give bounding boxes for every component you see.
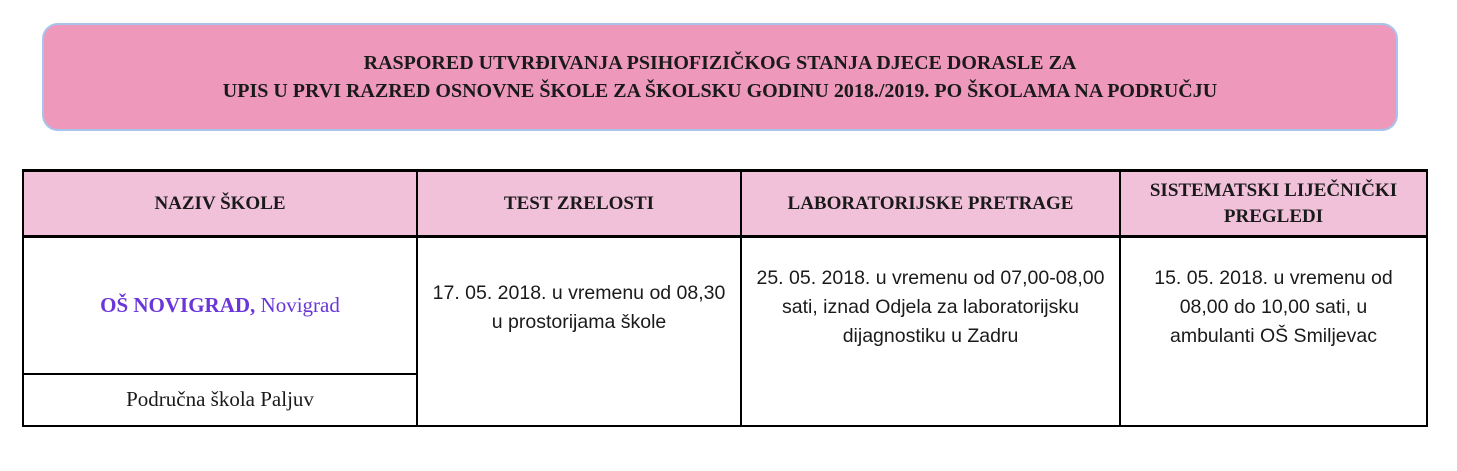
- header-lab: LABORATORIJSKE PRETRAGE: [741, 171, 1120, 237]
- school-place: Novigrad: [260, 292, 340, 317]
- sys-text: 15. 05. 2018. u vremenu od 08,00 do 10,00 sati, u ambulanti OŠ Smiljevac: [1154, 267, 1393, 347]
- header-row: [23, 171, 1427, 237]
- sub-school-cell: Područna škola Paljuv: [23, 374, 417, 426]
- header-school: NAZIV ŠKOLE: [23, 171, 417, 237]
- table-row: [23, 237, 1427, 374]
- school-name: OŠ NOVIGRAD,: [100, 292, 256, 317]
- header-test: TEST ZRELOSTI: [417, 171, 741, 237]
- test-cell: [417, 237, 741, 426]
- title-line-2: UPIS U PRVI RAZRED OSNOVNE ŠKOLE ZA ŠKOLSKU GODINU 2018./2019. PO ŠKOLAMA NA PODRUČJU: [222, 80, 1218, 102]
- school-cell: [23, 237, 417, 374]
- lab-cell: [741, 237, 1120, 426]
- title-banner: [42, 23, 1398, 131]
- schedule-table: [22, 169, 1428, 427]
- test-text: 17. 05. 2018. u vremenu od 08,30 u prostorijama škole: [432, 282, 726, 333]
- sys-cell: [1120, 237, 1427, 426]
- lab-text: 25. 05. 2018. u vremenu od 07,00-08,00 sati, iznad Odjela za laboratorijsku dijagnostiku u Zadru: [756, 267, 1105, 347]
- title-line-1: RASPORED UTVRĐIVANJA PSIHOFIZIČKOG STANJA DJECE DORASLE ZA: [363, 52, 1077, 74]
- header-sys: SISTEMATSKI LIJEČNIČKI PREGLEDI: [1120, 171, 1427, 237]
